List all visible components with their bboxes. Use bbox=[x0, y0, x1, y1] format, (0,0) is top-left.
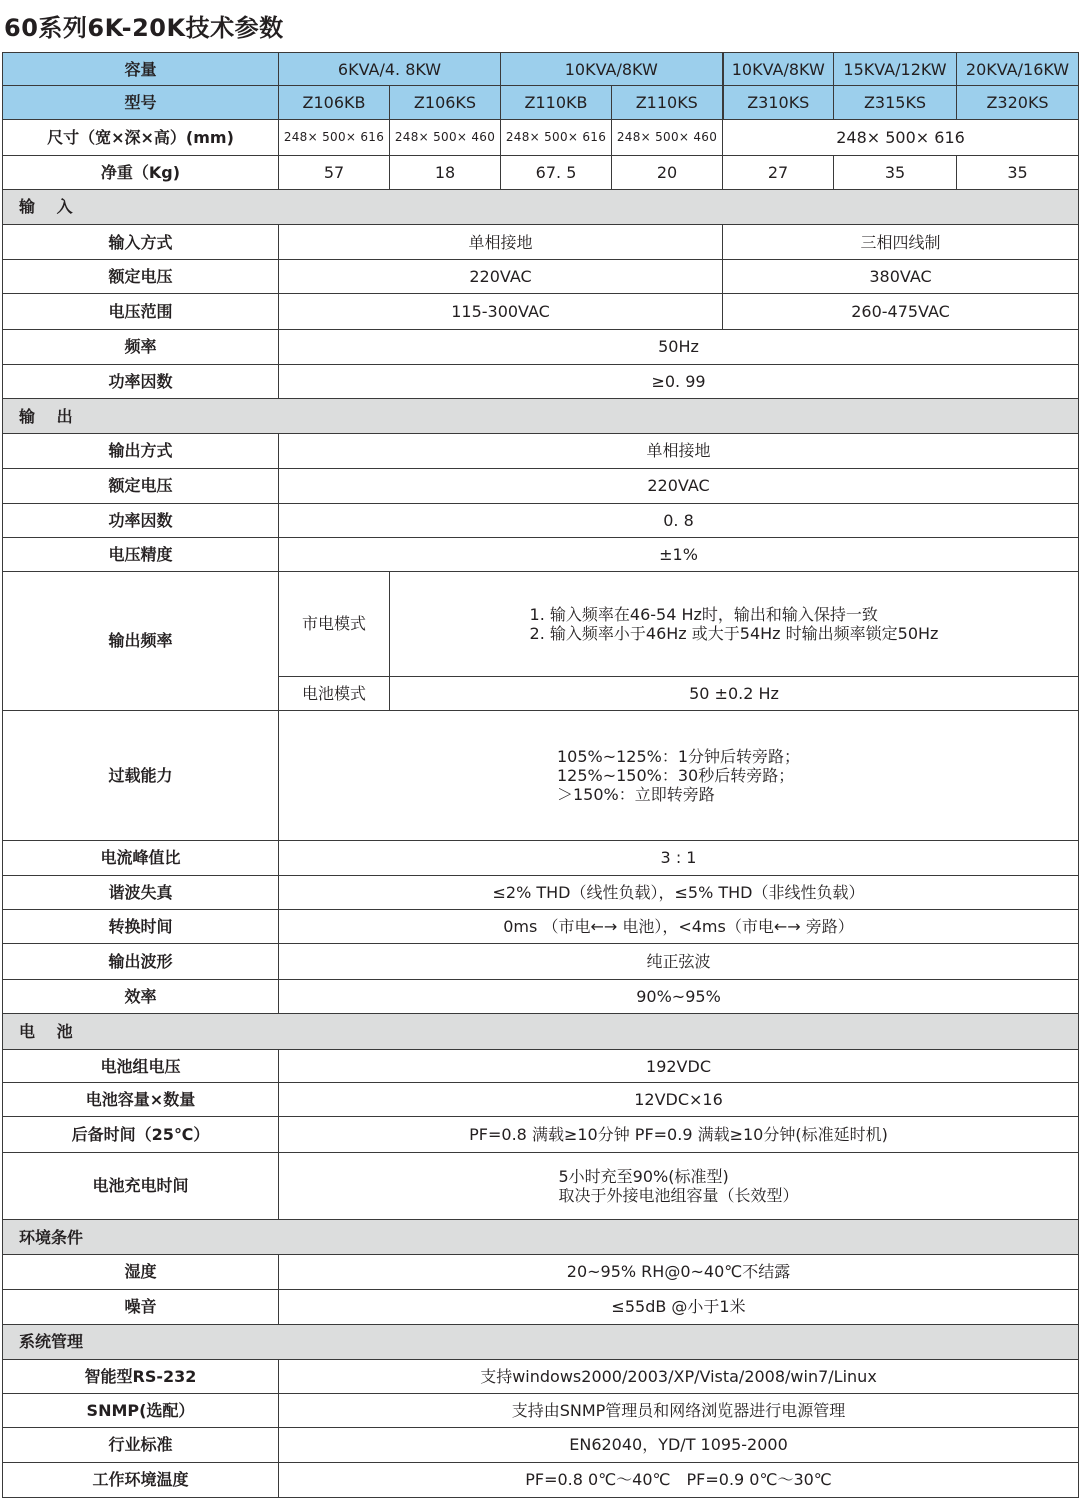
row-value: 20~95% RH@0~40℃不结露 bbox=[279, 1255, 1079, 1289]
row-value: 支持由SNMP管理员和网络浏览器进行电源管理 bbox=[279, 1394, 1079, 1428]
section-title: 电 池 bbox=[3, 1013, 1079, 1049]
size-cell: 248× 500× 460 bbox=[612, 120, 723, 155]
row-label: 电压精度 bbox=[3, 537, 279, 571]
row-value: 0ms （市电←→ 电池），<4ms（市电←→ 旁路） bbox=[279, 910, 1079, 944]
input-range-row bbox=[3, 294, 1079, 329]
row-value: 380VAC bbox=[723, 260, 1079, 294]
weight-cell: 57 bbox=[279, 155, 390, 189]
model-cell: Z106KS bbox=[390, 86, 501, 120]
battery-voltage-row bbox=[3, 1050, 1079, 1083]
output-thd-row bbox=[3, 876, 1079, 910]
section-management bbox=[3, 1324, 1079, 1359]
row-value: 90%~95% bbox=[279, 979, 1079, 1013]
mgmt-temp-row bbox=[3, 1462, 1079, 1497]
row-label: 电池组电压 bbox=[3, 1050, 279, 1083]
row-label: 噪音 bbox=[3, 1289, 279, 1324]
model-cell: Z110KB bbox=[501, 86, 612, 120]
row-value: 220VAC bbox=[279, 468, 1079, 503]
output-voltage-row bbox=[3, 468, 1079, 503]
text-line: 1. 输入频率在46-54 Hz时，输出和输入保持一致 bbox=[529, 604, 878, 624]
row-value: 支持windows2000/2003/XP/Vista/2008/win7/Linux bbox=[279, 1359, 1079, 1393]
row-value: 0. 8 bbox=[279, 503, 1079, 537]
row-value: ≥0. 99 bbox=[279, 364, 1079, 398]
row-label: 过载能力 bbox=[3, 711, 279, 841]
row-value: 单相接地 bbox=[279, 434, 1079, 468]
output-transfer-row bbox=[3, 910, 1079, 944]
weight-cell: 27 bbox=[723, 155, 834, 189]
row-label: 电池容量×数量 bbox=[3, 1083, 279, 1117]
input-freq-row bbox=[3, 329, 1079, 364]
row-label: 输入方式 bbox=[3, 225, 279, 260]
row-value bbox=[279, 1152, 1079, 1219]
output-overload-row bbox=[3, 711, 1079, 841]
weight-cell: 67. 5 bbox=[501, 155, 612, 189]
row-label: 行业标准 bbox=[3, 1428, 279, 1462]
capacity-cell: 6KVA/4. 8KW bbox=[279, 53, 501, 86]
section-title: 输 入 bbox=[3, 189, 1079, 224]
row-value: 192VDC bbox=[279, 1050, 1079, 1083]
row-value: ≤2% THD（线性负载），≤5% THD（非线性负载） bbox=[279, 876, 1079, 910]
capacity-cell: 10KVA/8KW bbox=[501, 53, 723, 86]
section-battery bbox=[3, 1013, 1079, 1049]
mgmt-standard-row bbox=[3, 1428, 1079, 1462]
battery-capacity-row bbox=[3, 1083, 1079, 1117]
row-value: 3 : 1 bbox=[279, 840, 1079, 875]
mains-mode-text bbox=[530, 605, 939, 643]
row-label: 谐波失真 bbox=[3, 876, 279, 910]
weight-cell: 20 bbox=[612, 155, 723, 189]
row-value: 260-475VAC bbox=[723, 294, 1079, 329]
row-value bbox=[390, 572, 1079, 677]
row-label: 输出方式 bbox=[3, 434, 279, 468]
row-value: 12VDC×16 bbox=[279, 1083, 1079, 1117]
input-mode-row bbox=[3, 225, 1079, 260]
section-input bbox=[3, 189, 1079, 224]
model-cell: Z315KS bbox=[834, 86, 957, 120]
row-label: 频率 bbox=[3, 329, 279, 364]
weight-label: 净重（Kg) bbox=[3, 155, 279, 189]
weight-cell: 35 bbox=[957, 155, 1079, 189]
row-value: 50 ±0.2 Hz bbox=[390, 676, 1079, 710]
size-cell: 248× 500× 460 bbox=[390, 120, 501, 155]
input-voltage-row bbox=[3, 260, 1079, 294]
row-value: EN62040，YD/T 1095-2000 bbox=[279, 1428, 1079, 1462]
row-label: SNMP(选配） bbox=[3, 1394, 279, 1428]
section-title: 系统管理 bbox=[3, 1324, 1079, 1359]
size-cell: 248× 500× 616 bbox=[501, 120, 612, 155]
output-freq-row bbox=[3, 572, 1079, 677]
row-label: 电压范围 bbox=[3, 294, 279, 329]
row-label: 功率因数 bbox=[3, 364, 279, 398]
row-value: 50Hz bbox=[279, 329, 1079, 364]
text-line: 5小时充至90%(标准型) bbox=[558, 1166, 729, 1186]
row-value: 纯正弦波 bbox=[279, 944, 1079, 979]
text-line: 105%~125%：1分钟后转旁路； bbox=[556, 746, 801, 766]
row-value: 三相四线制 bbox=[723, 225, 1079, 260]
row-value: ≤55dB @小于1米 bbox=[279, 1289, 1079, 1324]
row-label: 输出波形 bbox=[3, 944, 279, 979]
row-value: PF=0.8 0℃～40℃ PF=0.9 0℃～30℃ bbox=[279, 1462, 1079, 1497]
weight-cell: 18 bbox=[390, 155, 501, 189]
row-label: 后备时间（25℃） bbox=[3, 1117, 279, 1152]
model-cell: Z106KB bbox=[279, 86, 390, 120]
env-noise-row bbox=[3, 1289, 1079, 1324]
model-label: 型号 bbox=[3, 86, 279, 120]
output-pf-row bbox=[3, 503, 1079, 537]
row-value: PF=0.8 满载≥10分钟 PF=0.9 满载≥10分钟(标准延时机) bbox=[279, 1117, 1079, 1152]
model-row bbox=[3, 86, 1079, 120]
battery-charge-row bbox=[3, 1152, 1079, 1219]
row-label: 功率因数 bbox=[3, 503, 279, 537]
output-crest-row bbox=[3, 840, 1079, 875]
size-row bbox=[3, 120, 1079, 155]
size-label: 尺寸（宽×深×高）(mm) bbox=[3, 120, 279, 155]
output-mode-row bbox=[3, 434, 1079, 468]
charge-text bbox=[559, 1167, 799, 1205]
model-cell: Z320KS bbox=[957, 86, 1079, 120]
mgmt-rs232-row bbox=[3, 1359, 1079, 1393]
row-label: 输出频率 bbox=[3, 572, 279, 711]
capacity-label: 容量 bbox=[3, 53, 279, 86]
row-value: ±1% bbox=[279, 537, 1079, 571]
capacity-cell: 10KVA/8KW bbox=[723, 53, 834, 86]
row-value: 单相接地 bbox=[279, 225, 723, 260]
page-title: 60系列6K-20K技术参数 bbox=[4, 14, 284, 42]
battery-backup-row bbox=[3, 1117, 1079, 1152]
row-label: 工作环境温度 bbox=[3, 1462, 279, 1497]
env-humidity-row bbox=[3, 1255, 1079, 1289]
capacity-row bbox=[3, 53, 1079, 86]
mgmt-snmp-row bbox=[3, 1394, 1079, 1428]
row-label: 转换时间 bbox=[3, 910, 279, 944]
output-efficiency-row bbox=[3, 979, 1079, 1013]
spec-table bbox=[2, 52, 1079, 1498]
row-value: 220VAC bbox=[279, 260, 723, 294]
capacity-cell: 20KVA/16KW bbox=[957, 53, 1079, 86]
row-value: 115-300VAC bbox=[279, 294, 723, 329]
text-line: 125%~150%：30秒后转旁路； bbox=[556, 765, 795, 785]
weight-row bbox=[3, 155, 1079, 189]
input-pf-row bbox=[3, 364, 1079, 398]
section-output bbox=[3, 399, 1079, 434]
row-label: 效率 bbox=[3, 979, 279, 1013]
row-label: 额定电压 bbox=[3, 260, 279, 294]
mains-mode-label: 市电模式 bbox=[279, 572, 390, 677]
row-label: 湿度 bbox=[3, 1255, 279, 1289]
battery-mode-label: 电池模式 bbox=[279, 676, 390, 710]
text-line: 取决于外接电池组容量（长效型） bbox=[558, 1185, 799, 1205]
text-line: ＞150%：立即转旁路 bbox=[556, 784, 715, 804]
section-title: 环境条件 bbox=[3, 1220, 1079, 1255]
row-label: 电池充电时间 bbox=[3, 1152, 279, 1219]
row-label: 电流峰值比 bbox=[3, 840, 279, 875]
text-line: 2. 输入频率小于46Hz 或大于54Hz 时输出频率锁定50Hz bbox=[529, 623, 939, 643]
capacity-cell: 15KVA/12KW bbox=[834, 53, 957, 86]
row-value bbox=[279, 711, 1079, 841]
section-environment bbox=[3, 1220, 1079, 1255]
size-cell: 248× 500× 616 bbox=[279, 120, 390, 155]
section-title: 输 出 bbox=[3, 399, 1079, 434]
output-accuracy-row bbox=[3, 537, 1079, 571]
model-cell: Z310KS bbox=[723, 86, 834, 120]
size-cell: 248× 500× 616 bbox=[723, 120, 1079, 155]
weight-cell: 35 bbox=[834, 155, 957, 189]
overload-text bbox=[557, 747, 800, 805]
model-cell: Z110KS bbox=[612, 86, 723, 120]
row-label: 额定电压 bbox=[3, 468, 279, 503]
output-waveform-row bbox=[3, 944, 1079, 979]
row-label: 智能型RS-232 bbox=[3, 1359, 279, 1393]
